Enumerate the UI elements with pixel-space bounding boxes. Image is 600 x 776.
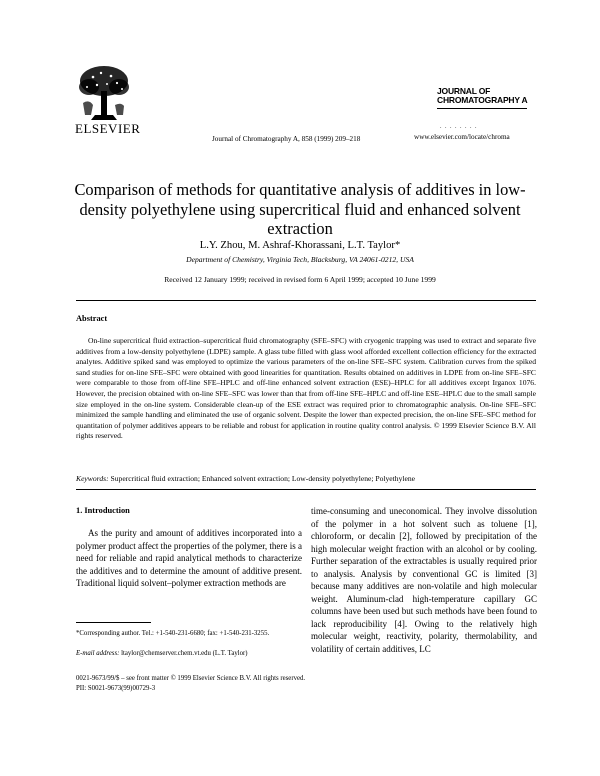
journal-dots: . . . . . . . .	[440, 124, 478, 130]
elsevier-tree-logo	[75, 63, 133, 121]
abstract-heading: Abstract	[76, 314, 108, 323]
journal-title-rule	[437, 108, 527, 109]
introduction-col2-text: time-consuming and uneconomical. They involve dissolution of the polymer in a hot solvent such as toluene [1], chloroform, or decalin [2], followed by precipitation of the high molecular weight fraction with an alcohol or by cooling. Further separation of the extractables is usually required prior to analysis. Analysis by conventional GC is limited [3] because many additives are non-volatile and high molecular weight. Aluminum-clad high-temperature capillary GC columns have been used but such methods have been found to lack reproducibility [4]. Owing to the relatively high molecular weight, reactivity, polarity, thermolability, and volatility of certain additives, LC	[311, 506, 537, 654]
received-dates: Received 12 January 1999; received in revised form 6 April 1999; accepted 10 June 1999	[164, 275, 436, 284]
keywords	[76, 474, 536, 483]
keywords-list: Supercritical fluid extraction; Enhanced solvent extraction; Low-density polyethylene; Polyethylene	[110, 474, 416, 483]
introduction-col1-text: As the purity and amount of additives incorporated into a polymer product affect the properties of the polymer, there is a need for reliable and rapid analytical methods to characterize the additives and to determine the amount of additive present. Traditional liquid solvent–polymer extraction methods are	[76, 528, 302, 588]
footnote-rule	[76, 622, 151, 623]
email-address[interactable]: ltaylor@chemserver.chem.vt.edu (L.T. Taylor)	[121, 650, 248, 657]
email-label: E-mail address:	[76, 650, 120, 657]
front-matter-issn: 0021-9673/99/$ – see front matter © 1999 Elsevier Science B.V. All rights reserved.	[76, 675, 306, 682]
abstract-bottom-rule	[76, 489, 536, 490]
article-title: Comparison of methods for quantitative analysis of additives in low-density polyethylene using supercritical fluid and enhanced solvent extraction	[74, 180, 526, 238]
author-affiliation: Department of Chemistry, Virginia Tech, Blacksburg, VA 24061-0212, USA	[186, 255, 414, 264]
abstract-text: On-line supercritical fluid extraction–supercritical fluid chromatography (SFE–SFC) with cryogenic trapping was used to extract and separate five additives from a low-density polyethylene (LDPE) sample. A glass tube filled with glass wool afforded excellent collection efficiency for the extracted analytes. Additive spiked sand was employed to optimize the various parameters of the on-line SFE–SFC system. Calibration curves from the spiked sand studies for on-line SFE–SFC were obtained with good linearities for quantitation. Results obtained on additives in LDPE from on-line SFE–SFC were comparable to those from off-line SFE–HPLC and off-line enhanced solvent extraction (ESE)–HPLC for all additives except Irganox 1076. However, the precision obtained with on-line SFE–SFC was lower than that from off-line SFE–HPLC and off-line ESE–HPLC due to the small sample size employed in the on-line system. Considerable clean-up of the ESE extract was required prior to chromatographic analysis. On-line SFE–SFC minimized the sample handling and eliminated the use of organic solvent. Despite the lower than expected precision, the on-line SFE–SFC method for quantitation of polymer additives appears to be reliable and robust for application in routine quality control analysis. © 1999 Elsevier Science B.V. All rights reserved.	[76, 336, 536, 441]
journal-url[interactable]: www.elsevier.com/locate/chroma	[414, 133, 510, 141]
journal-title-line2: CHROMATOGRAPHY A	[437, 95, 528, 105]
publisher-name: ELSEVIER	[75, 121, 141, 136]
email-footnote	[76, 649, 302, 658]
article-authors: L.Y. Zhou, M. Ashraf-Khorassani, L.T. Taylor*	[199, 240, 401, 251]
journal-title	[437, 87, 527, 105]
corresponding-author-footnote: *Corresponding author. Tel.: +1-540-231-6680; fax: +1-540-231-3255.	[76, 630, 270, 637]
introduction-heading: 1. Introduction	[76, 506, 130, 515]
abstract-top-rule	[76, 300, 536, 301]
front-matter	[76, 674, 305, 693]
journal-title-line1: JOURNAL OF	[437, 86, 491, 96]
keywords-label: Keywords:	[76, 474, 109, 483]
front-matter-pii: PII: S0021-9673(99)00729-3	[76, 684, 156, 692]
journal-reference: Journal of Chromatography A, 858 (1999) 209–218	[212, 135, 361, 143]
